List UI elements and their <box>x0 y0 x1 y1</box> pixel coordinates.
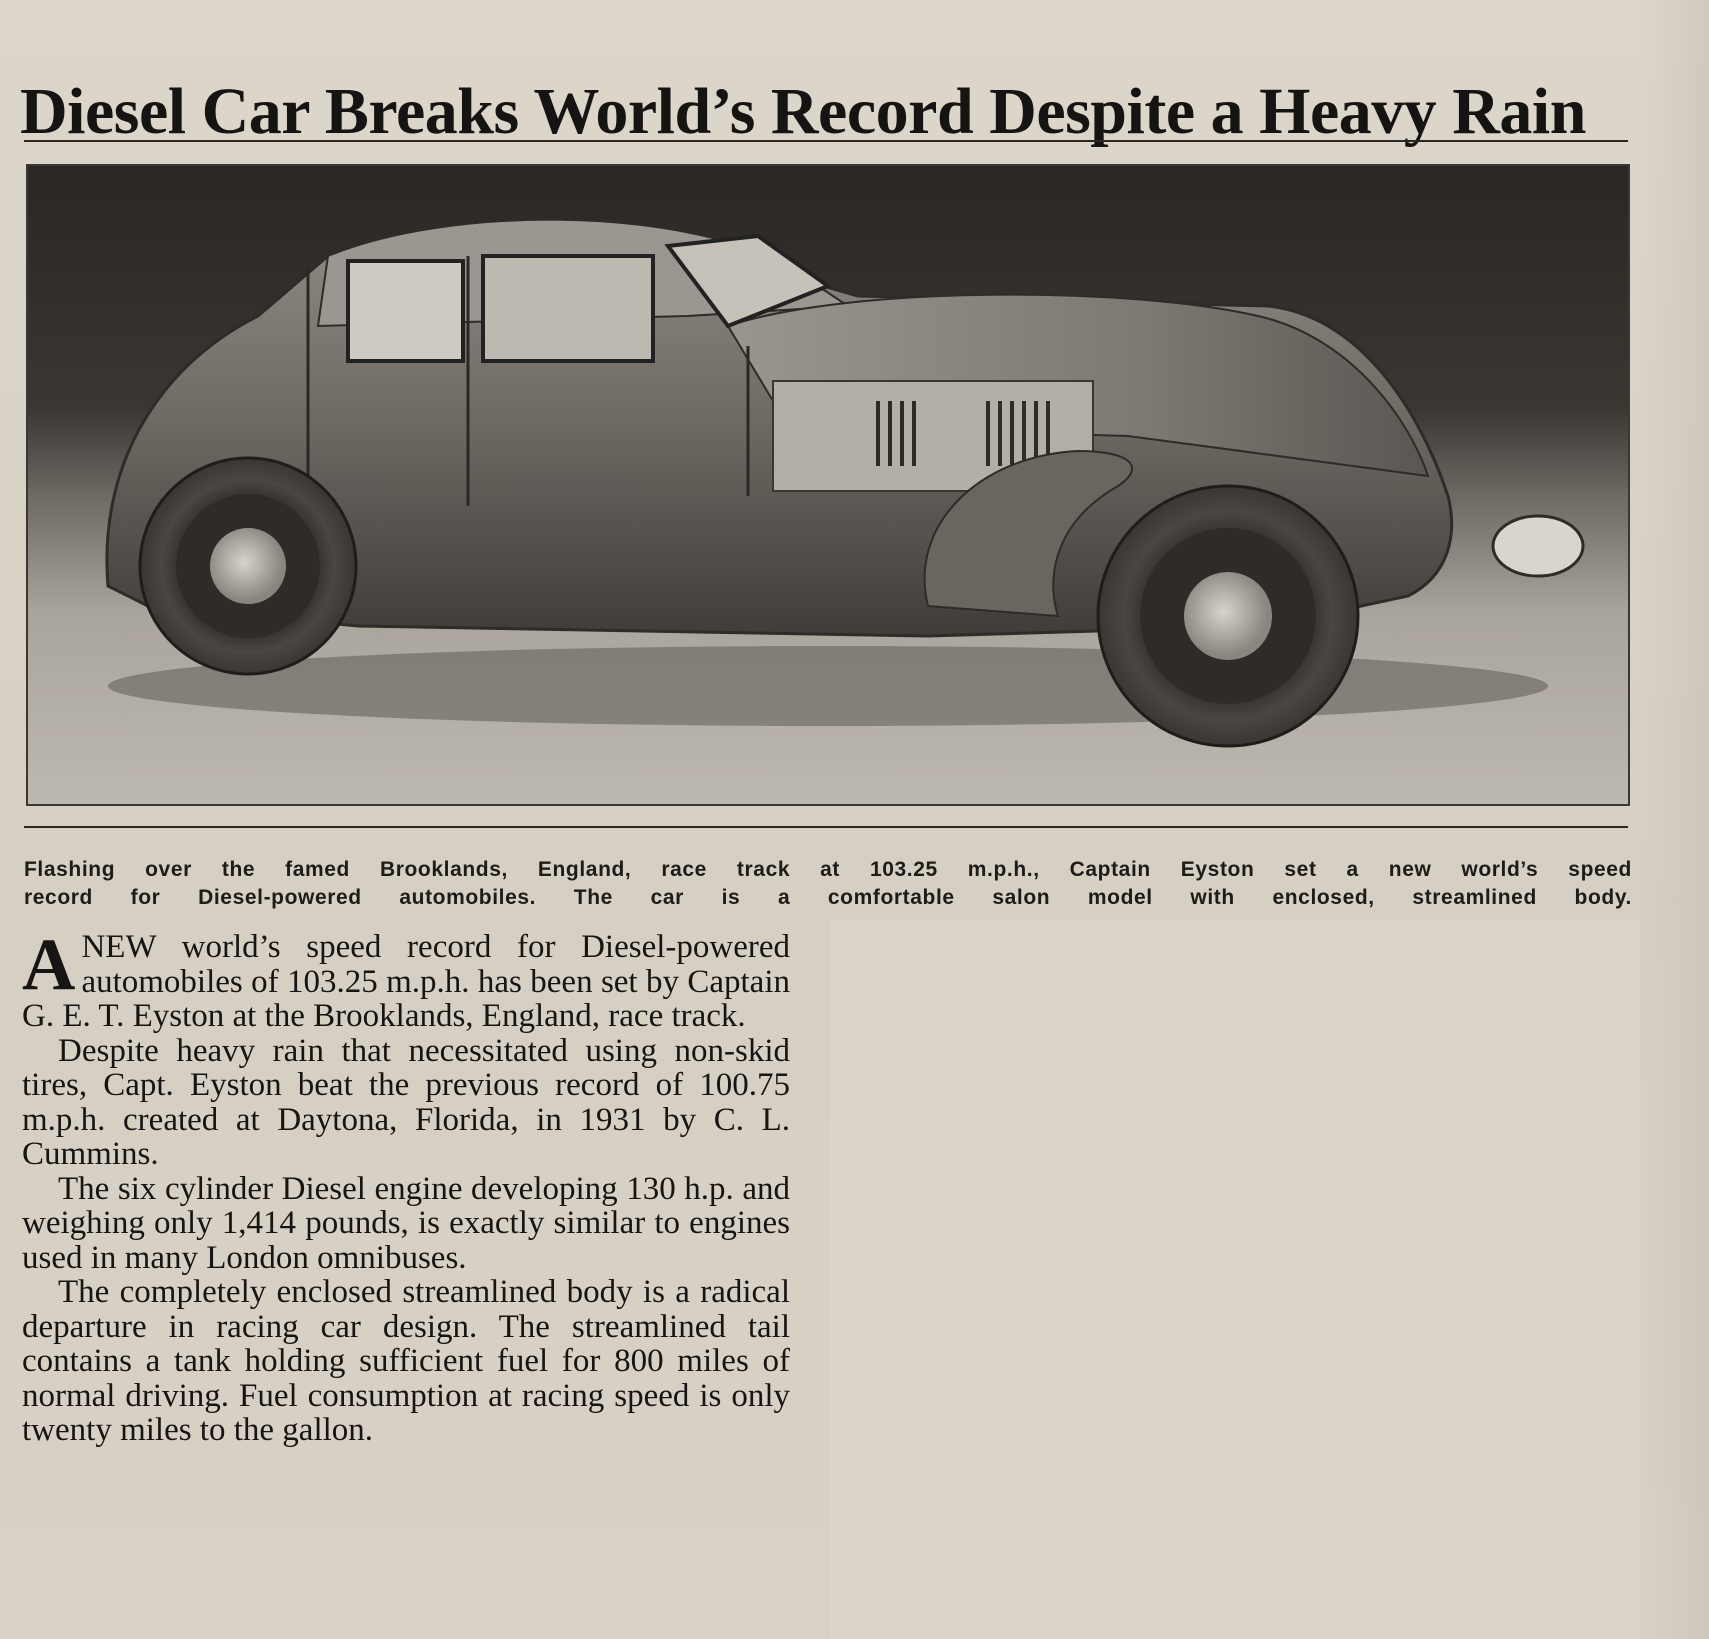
drop-cap: A <box>22 924 76 1006</box>
scan-edge <box>1639 0 1709 1639</box>
paragraph-2: Despite heavy rain that necessitated using non-skid tires, Capt. Eyston beat the previous record of 100.75 m.p.h. created at Daytona, Florida, in 1931 by C. L. Cummins. <box>22 1032 790 1172</box>
bottom-rule <box>24 826 1628 828</box>
paragraph-1 <box>22 924 790 1034</box>
headline: Diesel Car Breaks World’s Record Despite a Heavy Rain <box>20 75 1586 149</box>
paragraph-1-text: NEW world’s speed record for Diesel-powered automobiles of 103.25 m.p.h. has been set by Captain G. E. T. Eyston at the Brooklands, England, race track. <box>22 929 790 1034</box>
paragraph-3: The six cylinder Diesel engine developing 130 h.p. and weighing only 1,414 pounds, is exactly similar to engines used in many London omnibuses. <box>22 1170 790 1276</box>
photo-caption <box>24 856 1632 912</box>
article-body <box>22 924 790 1448</box>
blank-column <box>830 920 1640 1639</box>
caption-line-1: Flashing over the famed Brooklands, England, race track at 103.25 m.p.h., Captain Eyston set a new world’s speed <box>24 858 1632 881</box>
caption-line-2: record for Diesel-powered automobiles. The car is a comfortable salon model with enclosed, streamlined body. <box>24 886 1632 909</box>
car-photo <box>26 164 1630 806</box>
top-rule <box>24 140 1628 142</box>
paragraph-4: The completely enclosed streamlined body is a radical departure in racing car design. The streamlined tail contains a tank holding sufficient fuel for 800 miles of normal driving. Fuel consumption at racing speed is only twenty miles to the gallon. <box>22 1274 790 1448</box>
car-illustration <box>28 166 1628 804</box>
